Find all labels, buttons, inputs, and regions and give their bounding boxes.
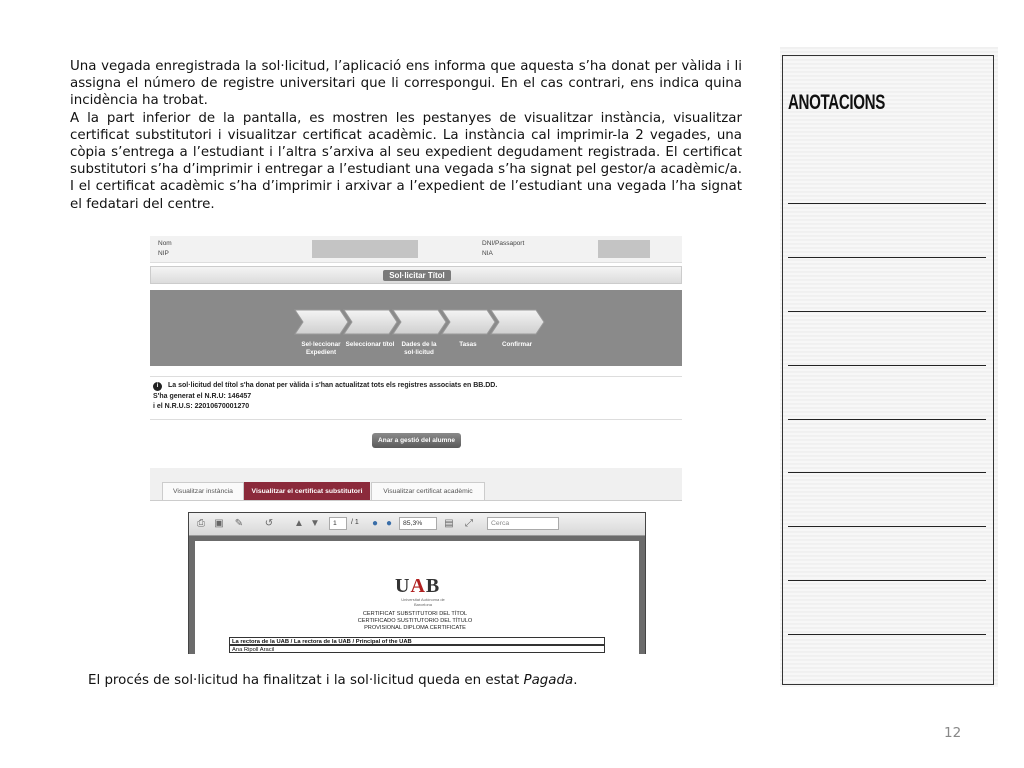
zoom-out-icon[interactable]: ●: [371, 518, 379, 529]
success-message: [150, 376, 682, 420]
wizard-step-1: Sel·leccionar Expedient: [301, 341, 341, 356]
intro-paragraph-2: A la part inferior de la pantalla, es mostren les pestanyes de visualitzar instància, visualitzar certificat substitutori i visualitzar certificat acadèmic. La instància cal imprimir-la 2 vegades, una còpia s’entrega a l’estudiant i l’altra s’arxiva al seu expedient degudament registrada. El certificat substitutori s’ha d’imprimir i entregar a l’estudiant una vegada s’ha signat pel gestor/a acadèmic/a. I el certificat acadèmic s’ha d’imprimir i arxivar a l’expedient de l’estudiant una vegada l’ha signat el fedatari del centre.: [70, 110, 742, 212]
annotation-line: [788, 634, 986, 635]
pdf-page: [195, 541, 639, 654]
attach-icon[interactable]: ✎: [234, 518, 244, 529]
annotation-line: [788, 526, 986, 527]
annotation-line: [788, 580, 986, 581]
print-icon[interactable]: ⎙: [197, 518, 205, 529]
anar-gestio-button[interactable]: Anar a gestió del alumne: [372, 433, 461, 448]
intro-text: [70, 58, 742, 213]
annotation-line: [788, 365, 986, 366]
page-total: / 1: [351, 519, 359, 526]
tab-certificat-substitutori[interactable]: Visualitzar el certificat substitutori: [244, 482, 370, 501]
tab-panel: [150, 500, 682, 654]
search-input[interactable]: Cerca: [487, 517, 559, 530]
nom-label: Nom: [158, 240, 172, 247]
student-header: [150, 236, 682, 263]
intro-paragraph-1: Una vegada enregistrada la sol·licitud, l’aplicació ens informa que aquesta s’ha donat per vàlida i li assigna el número de registre universitari que li correspongui. En el cas contrari, ens indica quina incidència ha trobat.: [70, 59, 742, 109]
tabs-area: [150, 468, 682, 654]
uab-logo-subtitle: Universitat Autònoma de Barcelona: [401, 597, 445, 607]
wizard-step-2: Seleccionar títol: [345, 341, 395, 348]
dni-value-box: [598, 240, 650, 258]
nrus-text: i el N.R.U.S: 22010670001270: [153, 403, 250, 410]
zoom-in-icon[interactable]: ●: [385, 518, 393, 529]
wizard-chevron-3: [393, 310, 446, 334]
prev-page-icon[interactable]: ▲: [294, 518, 304, 529]
solicitar-bar: [150, 266, 682, 284]
pdf-viewer: [188, 512, 646, 654]
wizard-step-4: Tasas: [459, 341, 477, 348]
annotation-line: [788, 419, 986, 420]
page-number-input[interactable]: 1: [329, 517, 347, 530]
page-number: 12: [944, 725, 962, 741]
annotations-title: ANOTACIONS: [788, 91, 885, 114]
dni-label: DNI/Passaport: [482, 240, 525, 247]
tab-visualitzar-instancia[interactable]: Visualitzar instància: [162, 482, 244, 501]
state-pagada: Pagada: [523, 673, 574, 688]
next-page-icon[interactable]: ▼: [310, 518, 320, 529]
annotation-line: [788, 472, 986, 473]
nip-label: NIP: [158, 250, 169, 257]
annotation-line: [788, 203, 986, 204]
zoom-select[interactable]: 85,3%: [399, 517, 437, 530]
tab-certificat-academic[interactable]: Visualitzar certificat acadèmic: [371, 482, 485, 501]
fit-page-icon[interactable]: ▤: [444, 518, 454, 529]
nru-text: S'ha generat el N.R.U: 146457: [153, 393, 252, 400]
rotate-icon[interactable]: ↺: [264, 518, 274, 529]
annotation-line: [788, 257, 986, 258]
table-row: La rectora de la UAB / La rectora de la UAB / Principal of the UAB: [229, 637, 605, 645]
wizard-chevron-5: [491, 310, 544, 334]
application-screenshot: [150, 236, 682, 654]
wizard-chevron-2: [344, 310, 397, 334]
uab-logo: UAB: [395, 575, 441, 597]
certificate-table: [229, 637, 605, 653]
wizard-chevron-1: [295, 310, 348, 334]
nia-label: NIA: [482, 250, 493, 257]
table-row: Ana Ripoll Aracil: [229, 645, 605, 653]
annotations-panel: [780, 47, 998, 687]
final-text: El procés de sol·licitud ha finalitzat i la sol·licitud queda en estat Pagada.: [88, 673, 578, 688]
nom-value-box: [312, 240, 418, 258]
annotation-line: [788, 311, 986, 312]
solicitar-titol-button[interactable]: Sol·licitar Títol: [383, 270, 451, 281]
certificate-title: CERTIFICAT SUBSTITUTORI DEL TÍTOL CERTIFICADO SUSTITUTORIO DEL TÍTULO PROVISIONAL DIPLOMA CERTIFICATE: [357, 611, 473, 631]
info-icon: i: [153, 382, 162, 391]
pdf-toolbar: [189, 513, 645, 536]
wizard-step-3: Dades de la sol·licitud: [401, 341, 437, 356]
save-icon[interactable]: ▣: [214, 518, 224, 529]
wizard-step-5: Confirmar: [501, 341, 533, 348]
info-message: La sol·licitud del títol s'ha donat per vàlida i s'han actualitzat tots els registres associats en BB.DD.: [168, 382, 498, 389]
wizard-chevron-4: [442, 310, 495, 334]
fullscreen-icon[interactable]: ⤢: [465, 518, 473, 529]
annotations-frame: [782, 55, 994, 685]
wizard-steps: [150, 290, 682, 366]
